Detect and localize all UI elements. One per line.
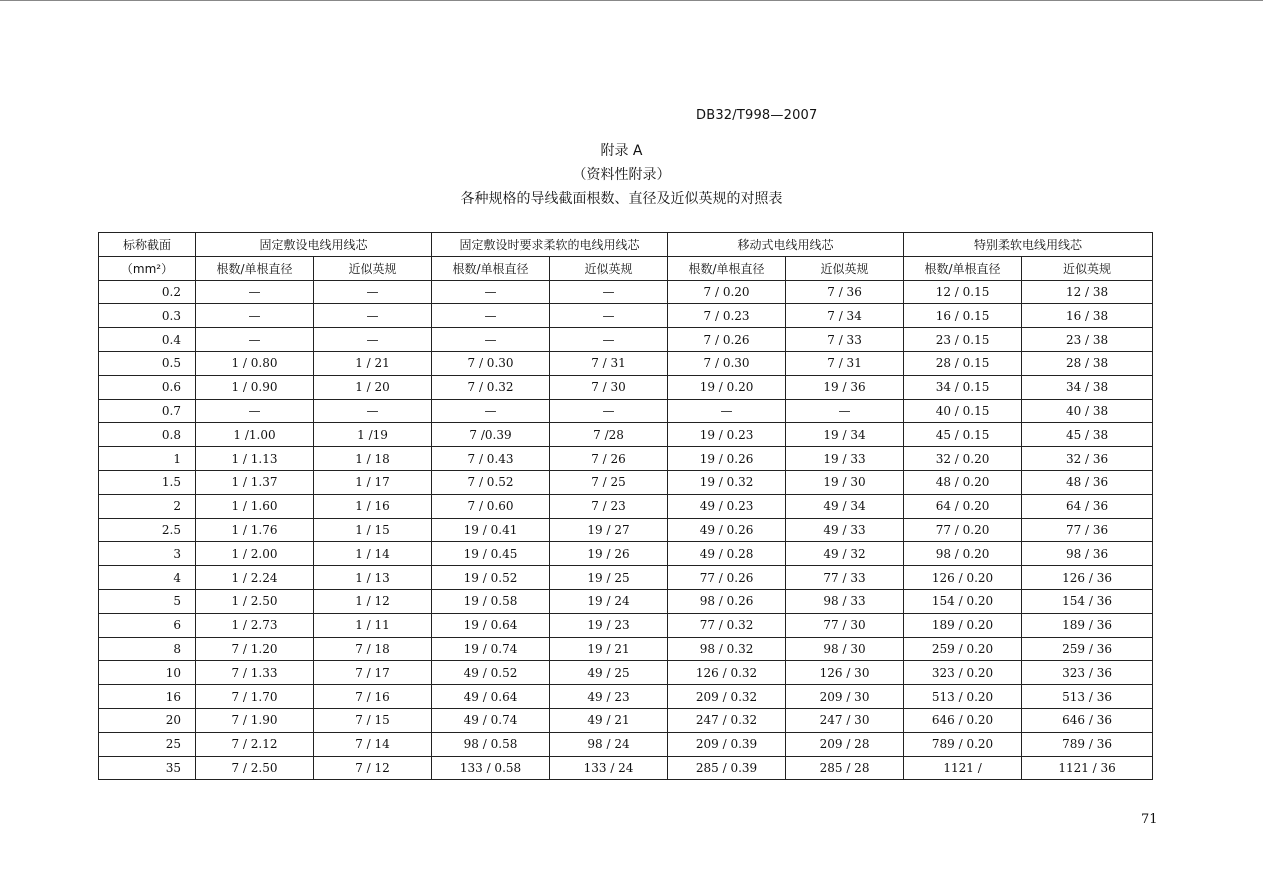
cell-mobile-equiv: 126 / 30 [786, 661, 904, 685]
table-row [99, 613, 1153, 637]
cell-fixed-flexible-equiv: — [550, 304, 668, 328]
cell-fixed-strands: — [196, 328, 314, 352]
cell-fixed-flexible-strands: 7 / 0.52 [432, 470, 550, 494]
cell-mobile-strands: 19 / 0.26 [668, 447, 786, 471]
cell-mobile-equiv: 49 / 34 [786, 494, 904, 518]
cell-fixed-flexible-strands: 7 / 0.60 [432, 494, 550, 518]
table-row [99, 756, 1153, 780]
cell-fixed-strands: 1 / 1.37 [196, 470, 314, 494]
cell-mobile-equiv: 77 / 33 [786, 566, 904, 590]
cell-area: 0.8 [99, 423, 196, 447]
cell-mobile-strands: 7 / 0.30 [668, 351, 786, 375]
cell-extra-flexible-equiv: 64 / 36 [1022, 494, 1153, 518]
cell-fixed-strands: 7 / 2.12 [196, 732, 314, 756]
cell-area: 6 [99, 613, 196, 637]
cell-mobile-equiv: 7 / 34 [786, 304, 904, 328]
cell-fixed-flexible-strands: 7 / 0.43 [432, 447, 550, 471]
cell-fixed-flexible-strands: — [432, 328, 550, 352]
cell-area: 3 [99, 542, 196, 566]
cell-extra-flexible-strands: 259 / 0.20 [904, 637, 1022, 661]
cell-fixed-flexible-strands: — [432, 399, 550, 423]
cell-fixed-flexible-equiv: 7 /28 [550, 423, 668, 447]
cell-area: 20 [99, 708, 196, 732]
cell-fixed-flexible-strands: 49 / 0.74 [432, 708, 550, 732]
table-row [99, 542, 1153, 566]
cell-mobile-equiv: 19 / 30 [786, 470, 904, 494]
cell-fixed-flexible-equiv: — [550, 280, 668, 304]
cell-area: 8 [99, 637, 196, 661]
cell-fixed-equiv: 1 / 13 [314, 566, 432, 590]
cell-fixed-flexible-strands: 19 / 0.64 [432, 613, 550, 637]
cell-area: 2 [99, 494, 196, 518]
cell-area: 0.2 [99, 280, 196, 304]
cell-fixed-flexible-strands: 98 / 0.58 [432, 732, 550, 756]
cell-fixed-equiv: 1 /19 [314, 423, 432, 447]
cell-fixed-equiv: 7 / 15 [314, 708, 432, 732]
cell-fixed-equiv: — [314, 399, 432, 423]
cell-extra-flexible-strands: 32 / 0.20 [904, 447, 1022, 471]
cell-extra-flexible-equiv: 259 / 36 [1022, 637, 1153, 661]
cell-fixed-equiv: 7 / 18 [314, 637, 432, 661]
cell-fixed-flexible-equiv: 133 / 24 [550, 756, 668, 780]
cell-fixed-flexible-strands: 19 / 0.52 [432, 566, 550, 590]
cell-extra-flexible-equiv: 32 / 36 [1022, 447, 1153, 471]
cell-extra-flexible-equiv: 646 / 36 [1022, 708, 1153, 732]
cell-extra-flexible-strands: 34 / 0.15 [904, 375, 1022, 399]
cell-fixed-strands: 1 / 2.24 [196, 566, 314, 590]
table-row [99, 494, 1153, 518]
cell-fixed-flexible-strands: 7 / 0.30 [432, 351, 550, 375]
cell-mobile-equiv: 19 / 34 [786, 423, 904, 447]
cell-fixed-flexible-equiv: 7 / 31 [550, 351, 668, 375]
cell-area: 0.7 [99, 399, 196, 423]
appendix-title: 附录 A [600, 143, 643, 159]
cell-fixed-strands: 1 / 2.00 [196, 542, 314, 566]
cell-mobile-strands: 77 / 0.26 [668, 566, 786, 590]
cell-fixed-equiv: 7 / 14 [314, 732, 432, 756]
cell-area: 2.5 [99, 518, 196, 542]
cell-mobile-equiv: 19 / 36 [786, 375, 904, 399]
cell-extra-flexible-equiv: 77 / 36 [1022, 518, 1153, 542]
cell-area: 0.3 [99, 304, 196, 328]
cell-extra-flexible-equiv: 789 / 36 [1022, 732, 1153, 756]
cell-mobile-equiv: 49 / 32 [786, 542, 904, 566]
table-row [99, 351, 1153, 375]
cell-extra-flexible-strands: 16 / 0.15 [904, 304, 1022, 328]
cell-mobile-strands: 98 / 0.26 [668, 589, 786, 613]
group-header-fixed-flexible: 固定敷设时要求柔软的电线用线芯 [432, 233, 668, 257]
cell-extra-flexible-strands: 126 / 0.20 [904, 566, 1022, 590]
cell-fixed-flexible-equiv: 7 / 26 [550, 447, 668, 471]
cell-fixed-strands: 7 / 1.33 [196, 661, 314, 685]
cell-fixed-strands: 1 / 1.60 [196, 494, 314, 518]
cell-extra-flexible-equiv: 16 / 38 [1022, 304, 1153, 328]
cell-mobile-equiv: 247 / 30 [786, 708, 904, 732]
cell-fixed-equiv: 7 / 17 [314, 661, 432, 685]
cell-extra-flexible-strands: 12 / 0.15 [904, 280, 1022, 304]
cell-extra-flexible-strands: 513 / 0.20 [904, 685, 1022, 709]
cell-area: 0.4 [99, 328, 196, 352]
cell-fixed-flexible-strands: 49 / 0.64 [432, 685, 550, 709]
cell-mobile-equiv: 19 / 33 [786, 447, 904, 471]
cell-fixed-flexible-equiv: 7 / 25 [550, 470, 668, 494]
cell-fixed-equiv: 1 / 18 [314, 447, 432, 471]
group-header-mobile: 移动式电线用线芯 [668, 233, 904, 257]
cell-mobile-equiv: — [786, 399, 904, 423]
appendix-kind: （资料性附录） [572, 167, 671, 183]
cell-mobile-strands: 19 / 0.23 [668, 423, 786, 447]
cell-fixed-equiv: 1 / 20 [314, 375, 432, 399]
cell-extra-flexible-equiv: 98 / 36 [1022, 542, 1153, 566]
cell-fixed-strands: — [196, 280, 314, 304]
cell-fixed-equiv: 7 / 12 [314, 756, 432, 780]
cell-fixed-equiv: — [314, 328, 432, 352]
cell-extra-flexible-strands: 154 / 0.20 [904, 589, 1022, 613]
cell-extra-flexible-strands: 323 / 0.20 [904, 661, 1022, 685]
cell-mobile-equiv: 209 / 28 [786, 732, 904, 756]
cell-fixed-flexible-strands: 19 / 0.45 [432, 542, 550, 566]
cell-mobile-strands: 49 / 0.26 [668, 518, 786, 542]
cell-area: 0.5 [99, 351, 196, 375]
table-row [99, 685, 1153, 709]
table-row [99, 518, 1153, 542]
cell-extra-flexible-strands: 40 / 0.15 [904, 399, 1022, 423]
cell-extra-flexible-strands: 98 / 0.20 [904, 542, 1022, 566]
cell-extra-flexible-equiv: 40 / 38 [1022, 399, 1153, 423]
cell-fixed-flexible-strands: 7 /0.39 [432, 423, 550, 447]
sub-header-equiv: 近似英规 [550, 256, 668, 280]
cell-fixed-flexible-equiv: 49 / 23 [550, 685, 668, 709]
cell-fixed-equiv: — [314, 280, 432, 304]
cell-extra-flexible-strands: 48 / 0.20 [904, 470, 1022, 494]
cell-area: 1.5 [99, 470, 196, 494]
cell-fixed-strands: 1 / 0.90 [196, 375, 314, 399]
cell-fixed-flexible-strands: 19 / 0.41 [432, 518, 550, 542]
cell-fixed-strands: 1 / 1.13 [196, 447, 314, 471]
cell-fixed-equiv: 1 / 11 [314, 613, 432, 637]
cell-fixed-strands: 1 / 0.80 [196, 351, 314, 375]
table-row [99, 280, 1153, 304]
cell-extra-flexible-strands: 189 / 0.20 [904, 613, 1022, 637]
area-unit: （mm²） [99, 256, 196, 280]
cell-mobile-strands: 49 / 0.23 [668, 494, 786, 518]
cell-mobile-strands: 209 / 0.39 [668, 732, 786, 756]
cell-extra-flexible-strands: 646 / 0.20 [904, 708, 1022, 732]
cell-fixed-flexible-equiv: 7 / 23 [550, 494, 668, 518]
cell-mobile-equiv: 77 / 30 [786, 613, 904, 637]
cell-fixed-strands: 7 / 1.70 [196, 685, 314, 709]
cell-fixed-equiv: 1 / 15 [314, 518, 432, 542]
table-row [99, 589, 1153, 613]
cell-fixed-equiv: 1 / 17 [314, 470, 432, 494]
cell-extra-flexible-equiv: 34 / 38 [1022, 375, 1153, 399]
table-row [99, 732, 1153, 756]
cell-fixed-strands: 1 / 2.50 [196, 589, 314, 613]
cell-fixed-equiv: 1 / 16 [314, 494, 432, 518]
cell-mobile-strands: 7 / 0.20 [668, 280, 786, 304]
table-row [99, 708, 1153, 732]
cell-mobile-equiv: 49 / 33 [786, 518, 904, 542]
cell-fixed-strands: — [196, 304, 314, 328]
cell-mobile-strands: 98 / 0.32 [668, 637, 786, 661]
cell-area: 35 [99, 756, 196, 780]
cell-mobile-equiv: 7 / 36 [786, 280, 904, 304]
table-row [99, 447, 1153, 471]
cell-fixed-flexible-strands: 19 / 0.58 [432, 589, 550, 613]
cell-mobile-strands: 19 / 0.32 [668, 470, 786, 494]
cell-mobile-strands: 77 / 0.32 [668, 613, 786, 637]
sub-header-equiv: 近似英规 [786, 256, 904, 280]
cell-extra-flexible-strands: 789 / 0.20 [904, 732, 1022, 756]
cell-extra-flexible-equiv: 126 / 36 [1022, 566, 1153, 590]
cell-mobile-strands: 126 / 0.32 [668, 661, 786, 685]
cell-mobile-strands: 285 / 0.39 [668, 756, 786, 780]
area-header: 标称截面 [99, 233, 196, 257]
cell-fixed-flexible-equiv: — [550, 399, 668, 423]
cell-fixed-flexible-strands: 133 / 0.58 [432, 756, 550, 780]
cell-extra-flexible-equiv: 23 / 38 [1022, 328, 1153, 352]
sub-header-equiv: 近似英规 [314, 256, 432, 280]
header-row-groups [99, 233, 1153, 257]
table-heading: 各种规格的导线截面根数、直径及近似英规的对照表 [460, 191, 783, 207]
cell-fixed-flexible-equiv: 19 / 24 [550, 589, 668, 613]
cell-mobile-strands: 49 / 0.28 [668, 542, 786, 566]
sub-header-equiv: 近似英规 [1022, 256, 1153, 280]
cell-extra-flexible-strands: 28 / 0.15 [904, 351, 1022, 375]
cell-mobile-strands: 247 / 0.32 [668, 708, 786, 732]
cell-area: 0.6 [99, 375, 196, 399]
cell-fixed-flexible-equiv: 19 / 23 [550, 613, 668, 637]
cell-fixed-strands: — [196, 399, 314, 423]
cell-extra-flexible-equiv: 48 / 36 [1022, 470, 1153, 494]
cell-mobile-strands: — [668, 399, 786, 423]
cell-fixed-strands: 7 / 1.20 [196, 637, 314, 661]
table-row [99, 399, 1153, 423]
cell-extra-flexible-strands: 64 / 0.20 [904, 494, 1022, 518]
cell-area: 1 [99, 447, 196, 471]
cell-fixed-strands: 1 /1.00 [196, 423, 314, 447]
table-row [99, 566, 1153, 590]
cell-mobile-strands: 19 / 0.20 [668, 375, 786, 399]
cell-area: 5 [99, 589, 196, 613]
cell-fixed-flexible-equiv: 19 / 21 [550, 637, 668, 661]
cell-extra-flexible-equiv: 513 / 36 [1022, 685, 1153, 709]
cell-area: 10 [99, 661, 196, 685]
cell-extra-flexible-equiv: 323 / 36 [1022, 661, 1153, 685]
cell-fixed-equiv: 1 / 14 [314, 542, 432, 566]
sub-header-strands: 根数/单根直径 [432, 256, 550, 280]
document-number: DB32/T998—2007 [696, 108, 818, 123]
cell-extra-flexible-strands: 45 / 0.15 [904, 423, 1022, 447]
sub-header-strands: 根数/单根直径 [904, 256, 1022, 280]
cell-mobile-strands: 7 / 0.23 [668, 304, 786, 328]
cell-fixed-strands: 7 / 1.90 [196, 708, 314, 732]
table-row [99, 375, 1153, 399]
table-row [99, 328, 1153, 352]
cell-extra-flexible-equiv: 12 / 38 [1022, 280, 1153, 304]
group-header-fixed: 固定敷设电线用线芯 [196, 233, 432, 257]
table-row [99, 304, 1153, 328]
top-rule [0, 0, 1263, 1]
cell-fixed-equiv: 7 / 16 [314, 685, 432, 709]
cell-fixed-flexible-equiv: — [550, 328, 668, 352]
cell-fixed-strands: 1 / 2.73 [196, 613, 314, 637]
page-number: 71 [1141, 812, 1158, 827]
cell-fixed-flexible-equiv: 49 / 21 [550, 708, 668, 732]
cell-fixed-strands: 1 / 1.76 [196, 518, 314, 542]
header-row-sub [99, 256, 1153, 280]
cell-area: 16 [99, 685, 196, 709]
table-row [99, 637, 1153, 661]
cell-fixed-flexible-strands: — [432, 280, 550, 304]
cell-extra-flexible-equiv: 1121 / 36 [1022, 756, 1153, 780]
cell-fixed-flexible-strands: 49 / 0.52 [432, 661, 550, 685]
cell-extra-flexible-equiv: 45 / 38 [1022, 423, 1153, 447]
cell-fixed-equiv: — [314, 304, 432, 328]
cell-mobile-equiv: 98 / 33 [786, 589, 904, 613]
cell-extra-flexible-strands: 1121 / [904, 756, 1022, 780]
cell-area: 4 [99, 566, 196, 590]
cell-extra-flexible-equiv: 154 / 36 [1022, 589, 1153, 613]
group-header-extra-flexible: 特别柔软电线用线芯 [904, 233, 1153, 257]
cell-mobile-equiv: 7 / 31 [786, 351, 904, 375]
cell-fixed-flexible-strands: 7 / 0.32 [432, 375, 550, 399]
cell-extra-flexible-strands: 77 / 0.20 [904, 518, 1022, 542]
cell-fixed-flexible-equiv: 19 / 26 [550, 542, 668, 566]
cell-extra-flexible-equiv: 189 / 36 [1022, 613, 1153, 637]
cell-mobile-equiv: 98 / 30 [786, 637, 904, 661]
cell-area: 25 [99, 732, 196, 756]
cell-fixed-equiv: 1 / 12 [314, 589, 432, 613]
cell-mobile-strands: 209 / 0.32 [668, 685, 786, 709]
cell-fixed-flexible-equiv: 19 / 25 [550, 566, 668, 590]
cell-fixed-flexible-equiv: 49 / 25 [550, 661, 668, 685]
cell-fixed-strands: 7 / 2.50 [196, 756, 314, 780]
sub-header-strands: 根数/单根直径 [668, 256, 786, 280]
cell-fixed-flexible-equiv: 7 / 30 [550, 375, 668, 399]
cell-mobile-strands: 7 / 0.26 [668, 328, 786, 352]
conductor-table [98, 232, 1153, 780]
sub-header-strands: 根数/单根直径 [196, 256, 314, 280]
table-row [99, 423, 1153, 447]
cell-fixed-flexible-strands: 19 / 0.74 [432, 637, 550, 661]
table-row [99, 470, 1153, 494]
cell-fixed-flexible-equiv: 19 / 27 [550, 518, 668, 542]
cell-fixed-equiv: 1 / 21 [314, 351, 432, 375]
cell-fixed-flexible-strands: — [432, 304, 550, 328]
cell-mobile-equiv: 7 / 33 [786, 328, 904, 352]
cell-mobile-equiv: 209 / 30 [786, 685, 904, 709]
table-row [99, 661, 1153, 685]
cell-extra-flexible-equiv: 28 / 38 [1022, 351, 1153, 375]
cell-fixed-flexible-equiv: 98 / 24 [550, 732, 668, 756]
cell-mobile-equiv: 285 / 28 [786, 756, 904, 780]
cell-extra-flexible-strands: 23 / 0.15 [904, 328, 1022, 352]
